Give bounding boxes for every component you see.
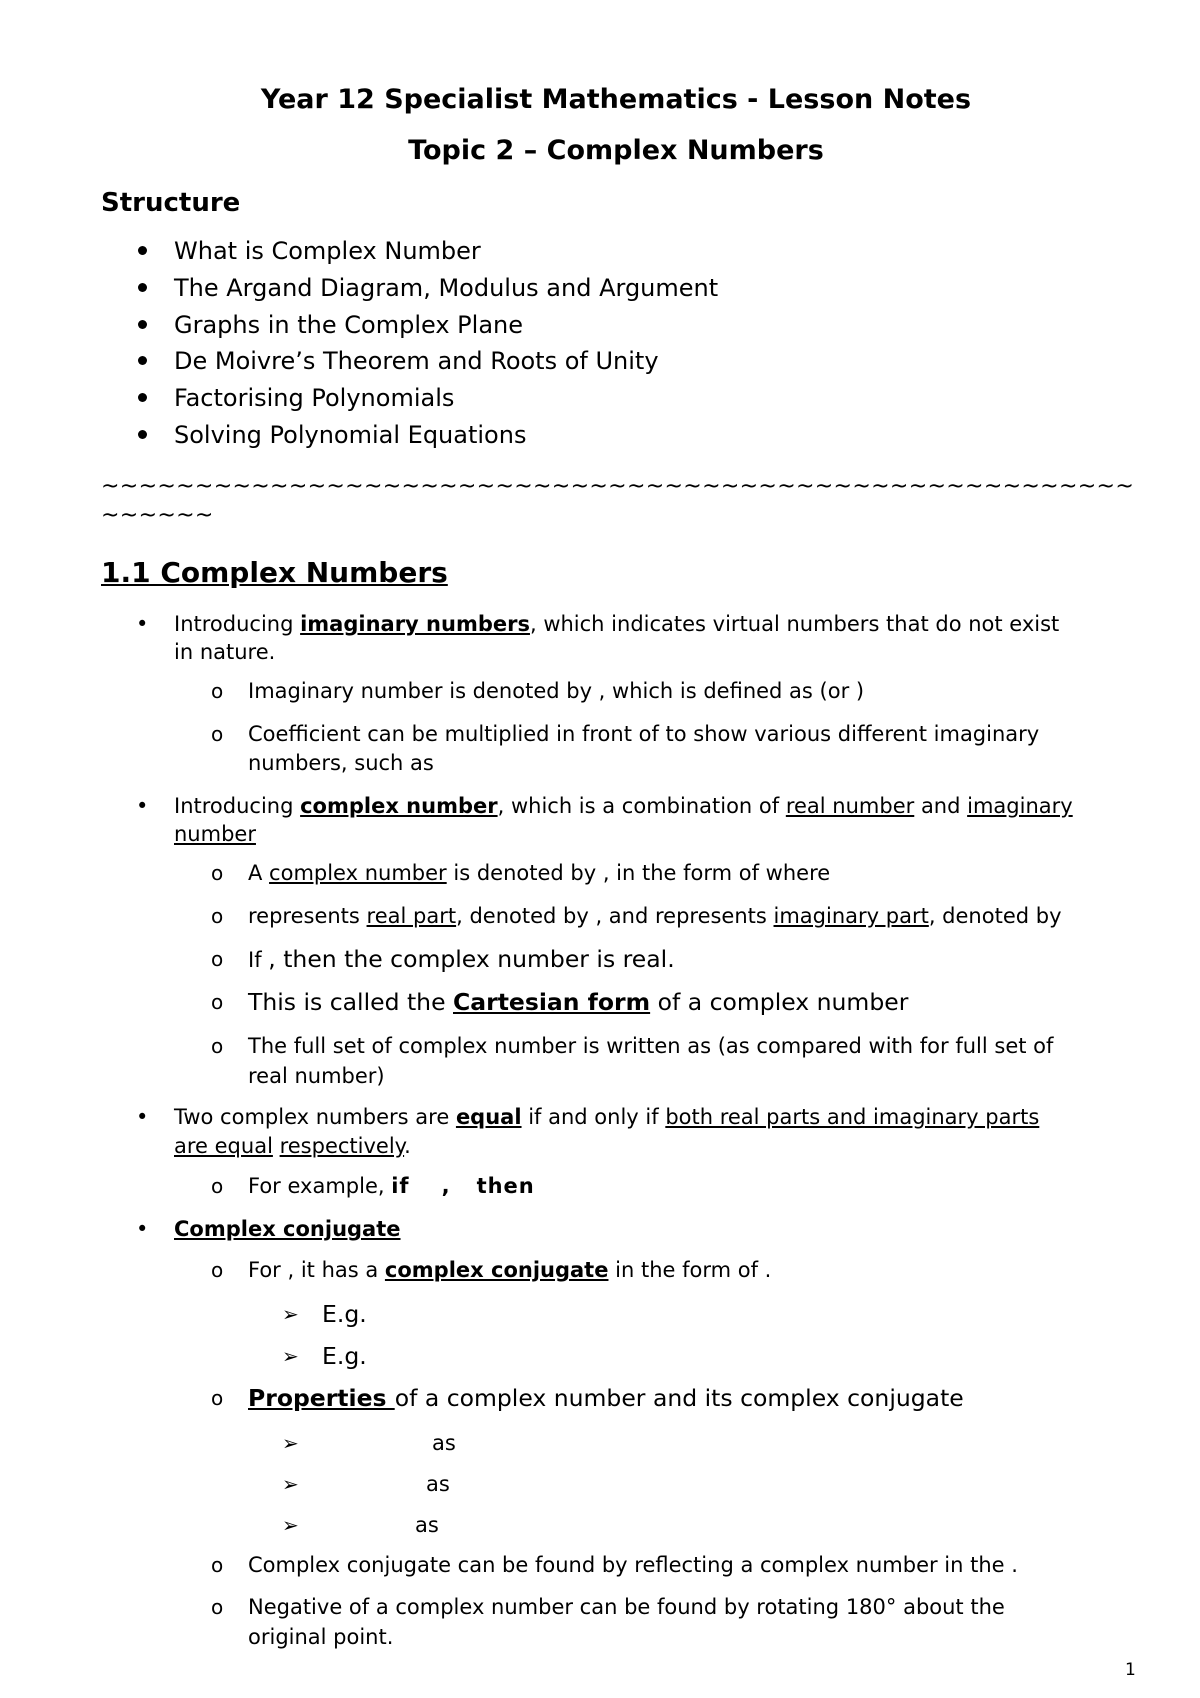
structure-heading: Structure [101, 188, 241, 218]
text: Imaginary number is denoted by , which is defined as (or ) [248, 679, 865, 703]
example-item [282, 1342, 367, 1370]
text: The full set of complex number is written as (as compared with for full set of [248, 1034, 1054, 1058]
text: For example, [248, 1174, 392, 1198]
bullet-complex-number [136, 792, 1073, 820]
property-item [282, 1470, 450, 1498]
sub-bullet-negative [211, 1593, 1005, 1621]
structure-item: Graphs in the Complex Plane [101, 310, 718, 347]
text: , denoted by , and represents [456, 904, 774, 928]
term-complex-number: complex number [300, 794, 498, 818]
term-complex-conjugate: Complex conjugate [174, 1217, 401, 1241]
sub-bullet-cartesian-form [211, 988, 908, 1016]
sub-bullet-real-imag-parts [211, 902, 1062, 930]
text: in the form of . [608, 1258, 772, 1282]
bullet-continuation: number [174, 822, 256, 846]
structure-item: De Moivre’s Theorem and Roots of Unity [101, 346, 718, 383]
structure-item: What is Complex Number [101, 236, 718, 273]
text: For , it has a [248, 1258, 385, 1282]
example-item [282, 1300, 367, 1328]
structure-item: The Argand Diagram, Modulus and Argument [101, 273, 718, 310]
text: Coefficient can be multiplied in front of to show various different imaginary [248, 722, 1040, 746]
text: E.g. [322, 1342, 367, 1370]
document-subtitle: Topic 2 – Complex Numbers [408, 135, 824, 166]
document-title: Year 12 Specialist Mathematics - Lesson Notes [260, 84, 972, 115]
term-complex-conjugate: complex conjugate [384, 1258, 609, 1282]
text: , [441, 1174, 450, 1198]
term-both-parts: both real parts and imaginary parts [665, 1105, 1040, 1129]
term-respectively: respectively [279, 1134, 405, 1158]
text: Two complex numbers are [174, 1105, 456, 1129]
text: Introducing [174, 794, 301, 818]
sub-bullet-continuation: real number) [248, 1064, 385, 1088]
text: Complex conjugate can be found by reflecting a complex number in the . [248, 1553, 1018, 1577]
structure-list [101, 236, 718, 457]
bullet-complex-conjugate [136, 1215, 401, 1243]
text: Negative of a complex number can be found by rotating 180° about the [248, 1595, 1005, 1619]
term-properties: Properties [248, 1384, 395, 1412]
sub-bullet-continuation: original point. [248, 1625, 394, 1649]
text: . [404, 1134, 411, 1158]
sub-bullet-coefficient [211, 720, 1039, 748]
sub-bullet-reflection [211, 1551, 1018, 1579]
sub-bullet-properties [211, 1384, 964, 1412]
sub-bullet-full-set [211, 1032, 1053, 1060]
text: then [476, 1174, 535, 1198]
text: A [248, 861, 270, 885]
sub-bullet-complex-form [211, 859, 830, 887]
page-number: 1 [1125, 1660, 1136, 1680]
property-item [282, 1429, 456, 1457]
term-are-equal: are equal [174, 1134, 273, 1158]
structure-item: Solving Polynomial Equations [101, 420, 718, 457]
text: , then the complex number is real. [268, 945, 675, 973]
bullet-equality [136, 1103, 1039, 1131]
text: as [426, 1472, 450, 1496]
tilde-divider: ~~~~~~~~~~~~~~~~~~~~~~~~~~~~~~~~~~~~~~~~~~~~~~~~~~~~~~~~~~~~~ [101, 474, 1135, 528]
bullet-imaginary-numbers [136, 610, 1059, 638]
term-imaginary-numbers: imaginary numbers [300, 612, 530, 636]
text: represents [248, 904, 367, 928]
term-real-part: real part [366, 904, 457, 928]
bullet-continuation [174, 1132, 411, 1160]
structure-item: Factorising Polynomials [101, 383, 718, 420]
sub-bullet-imaginary-definition [211, 677, 864, 705]
text: If [248, 948, 269, 972]
section-heading: 1.1 Complex Numbers [101, 556, 448, 589]
property-item [282, 1511, 439, 1539]
text: as [415, 1513, 439, 1537]
term-complex-number: complex number [269, 861, 447, 885]
text: Introducing [174, 612, 301, 636]
text: is denoted by , in the form of where [446, 861, 831, 885]
sub-bullet-continuation: numbers, such as [248, 751, 434, 775]
text: , denoted by [928, 904, 1062, 928]
sub-bullet-conjugate-form [211, 1256, 771, 1284]
text: E.g. [322, 1300, 367, 1328]
sub-bullet-real-condition [211, 945, 675, 974]
term-imaginary: imaginary [967, 794, 1073, 818]
text: if [391, 1174, 410, 1198]
term-real-number: real number [785, 794, 915, 818]
text: as [432, 1431, 456, 1455]
sub-bullet-example [211, 1172, 535, 1200]
term-imaginary-part: imaginary part [773, 904, 929, 928]
text [273, 1134, 280, 1158]
bullet-continuation: in nature. [174, 640, 276, 664]
text: , which indicates virtual numbers that do not exist [529, 612, 1060, 636]
text: and [914, 794, 968, 818]
term-cartesian-form: Cartesian form [453, 988, 651, 1016]
text: of a complex number and its complex conjugate [394, 1384, 964, 1412]
text: if and only if [521, 1105, 666, 1129]
text: of a complex number [650, 988, 909, 1016]
term-equal: equal [455, 1105, 522, 1129]
text: , which is a combination of [497, 794, 786, 818]
text: This is called the [248, 988, 453, 1016]
